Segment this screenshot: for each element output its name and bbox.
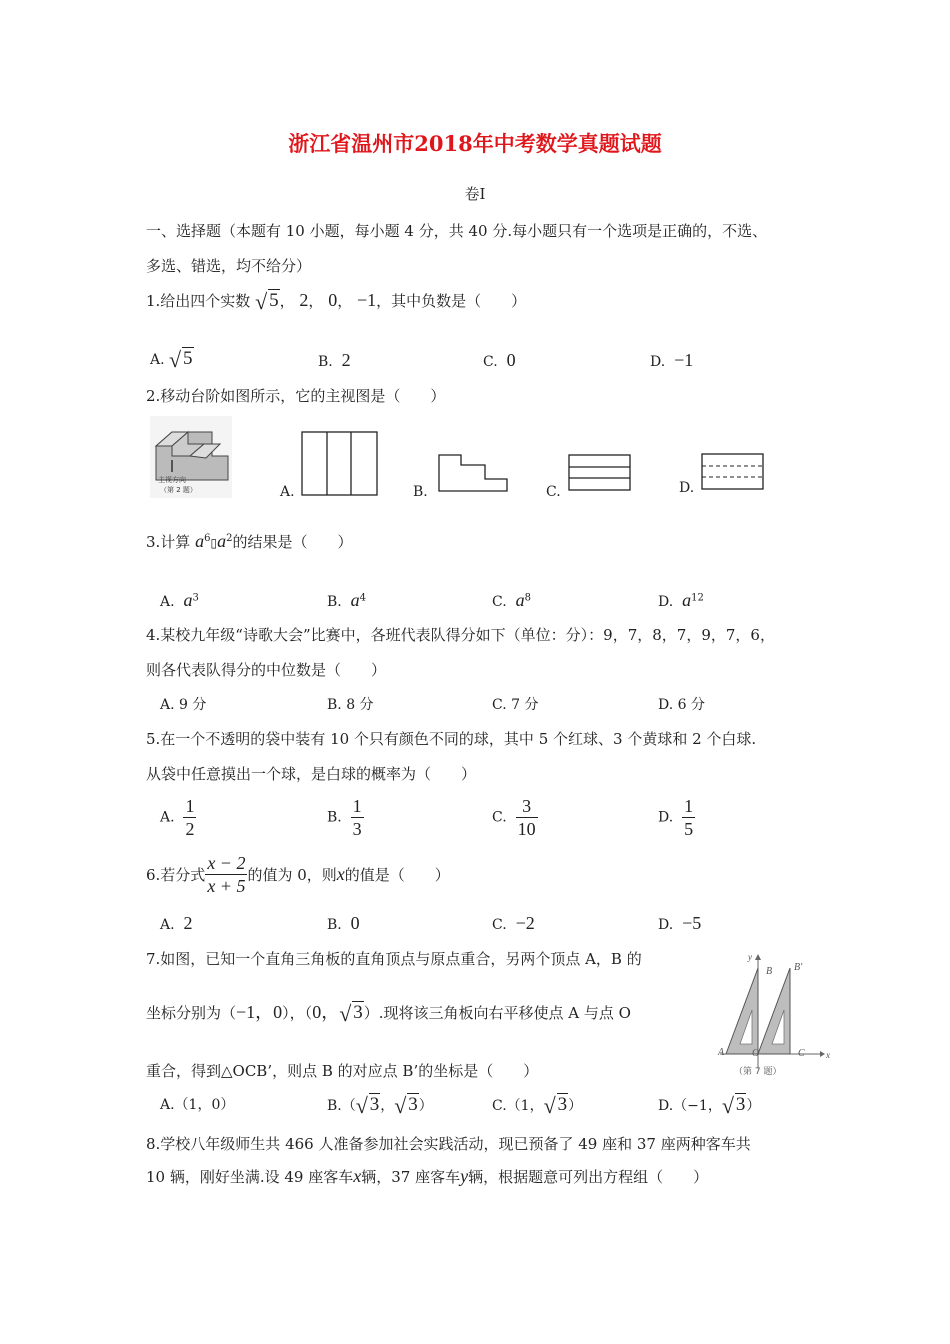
- q4-option-d[interactable]: D. 6 分: [658, 697, 705, 713]
- q2-option-c-figure[interactable]: [567, 453, 633, 493]
- q3-expr-base: a: [195, 531, 205, 551]
- q7-fig-C-label: C: [798, 1048, 805, 1059]
- question-5-line2: 从袋中任意摸出一个球，是白球的概率为（ ）: [146, 765, 477, 783]
- q7-option-d[interactable]: D.（−1， √ 3）: [658, 1093, 761, 1118]
- q7-fig-A-label: A: [718, 1047, 725, 1058]
- q3-option-a[interactable]: A. $a^3$: [160, 590, 199, 610]
- q2-fig-caption-direction: 主视方向: [158, 476, 186, 484]
- q2-stairs-figure: [150, 416, 232, 498]
- q2-option-c-label[interactable]: C.: [546, 484, 561, 500]
- question-8-line2: 10 辆，刚好坐满.设 49 座客车x辆，37 座客车y辆，根据题意可列出方程组（ ）: [146, 1166, 709, 1186]
- q7-fig-caption: （第 7 题）: [734, 1067, 782, 1077]
- q7-option-a[interactable]: A.（1，0）: [160, 1097, 235, 1113]
- q6-fraction: $\frac{x - 2}{x + 5}$: [207, 853, 246, 896]
- q3-option-b[interactable]: B. $a^4$: [327, 590, 367, 610]
- question-1: 1.给出四个实数 √ 5， 2， 0， −1，其中负数是（ ）: [146, 289, 527, 314]
- q7-fig-B-label: B: [766, 966, 773, 977]
- question-5-line1: 5.在一个不透明的袋中装有 10 个只有颜色不同的球，其中 5 个红球、3 个黄球和 2 个白球.: [146, 730, 757, 748]
- question-8-line1: 8.学校八年级师生共 466 人准备参加社会实践活动，现已预备了 49 座和 37 座两种客车共: [146, 1135, 751, 1153]
- q5-option-d[interactable]: D. $\frac{1}{5}$: [658, 796, 694, 839]
- q1-option-d[interactable]: D. −1: [650, 350, 694, 370]
- q3-option-c[interactable]: C. $a^8$: [492, 590, 531, 610]
- q7-fig-Bprime-label: B': [794, 962, 803, 973]
- q2-option-b-figure[interactable]: [437, 453, 512, 493]
- q6-option-b[interactable]: B. 0: [327, 913, 360, 933]
- q7-fig-y-label: y: [748, 952, 752, 962]
- q2-fig-caption: （第 2 题）: [160, 486, 197, 494]
- section-intro-line2: 多选、错选，均不给分）: [146, 257, 312, 275]
- q4-option-a[interactable]: A. 9 分: [160, 697, 207, 713]
- q5-option-c[interactable]: C. $\frac{3}{10}$: [492, 796, 536, 839]
- volume-label: 卷Ⅰ: [464, 185, 486, 203]
- question-3: 3.计算 $a^6▯a^2$的结果是（ ）: [146, 531, 353, 551]
- question-4-line1: 4.某校九年级“诗歌大会”比赛中，各班代表队得分如下（单位：分）：9，7，8，7，9，7，6，: [146, 626, 775, 644]
- q1-option-c[interactable]: C. 0: [483, 350, 516, 370]
- q6-option-c[interactable]: C. −2: [492, 913, 535, 933]
- q4-option-b[interactable]: B. 8 分: [327, 697, 374, 713]
- q2-option-a-label[interactable]: A.: [280, 484, 295, 500]
- q5-option-a[interactable]: A. $\frac{1}{2}$: [160, 796, 195, 839]
- q1-list-2: 2: [299, 290, 309, 310]
- q7-option-b[interactable]: B.（ √ 3， √ 3）: [327, 1093, 433, 1118]
- q6-option-d[interactable]: D. −5: [658, 913, 702, 933]
- q2-option-a-figure[interactable]: [300, 430, 380, 498]
- q6-option-a[interactable]: A. 2: [160, 913, 193, 933]
- question-2: 2.移动台阶如图所示，它的主视图是（ ）: [146, 387, 446, 405]
- q2-option-d-label[interactable]: D.: [679, 480, 695, 496]
- page-title: 浙江省温州市2018年中考数学真题试题: [288, 131, 662, 156]
- question-7-line3: 重合，得到△OCB’，则点 B 的对应点 B’的坐标是（ ）: [146, 1062, 539, 1080]
- question-4-line2: 则各代表队得分的中位数是（ ）: [146, 661, 387, 679]
- q7-triangle-figure: [712, 948, 832, 1078]
- q1-lead: 1.给出四个实数: [146, 292, 251, 310]
- q2-option-d-figure[interactable]: [700, 452, 766, 492]
- q7-fig-O-label: O: [752, 1048, 760, 1059]
- section-intro-line1: 一、选择题（本题有 10 小题，每小题 4 分，共 40 分.每小题只有一个选项是正确的，不选、: [146, 222, 768, 240]
- question-7-line1: 7.如图，已知一个直角三角板的直角顶点与原点重合，另两个顶点 A，B 的: [146, 950, 642, 968]
- question-6: 6.若分式 $\frac{x - 2}{x + 5}$ 的值为 0，则x的值是（ ）: [146, 853, 450, 896]
- question-7-line2: 坐标分别为（−1，0），（0， √ 3）.现将该三角板向右平移使点 A 与点 O: [146, 1001, 631, 1026]
- q7-fig-x-label: x: [826, 1050, 830, 1060]
- q7-option-c[interactable]: C.（1， √ 3）: [492, 1093, 583, 1118]
- q5-option-b[interactable]: B. $\frac{1}{3}$: [327, 796, 362, 839]
- q1-option-b[interactable]: B. 2: [318, 350, 351, 370]
- q2-option-b-label[interactable]: B.: [413, 484, 428, 500]
- q1-sqrt5: √ 5: [255, 289, 279, 314]
- q3-option-d[interactable]: D. $a^{12}$: [658, 590, 704, 610]
- q1-list-0: 0: [328, 290, 338, 310]
- q1-list-neg1: −1: [356, 290, 377, 310]
- q4-option-c[interactable]: C. 7 分: [492, 697, 539, 713]
- q1-option-a[interactable]: A. √ 5: [150, 347, 193, 372]
